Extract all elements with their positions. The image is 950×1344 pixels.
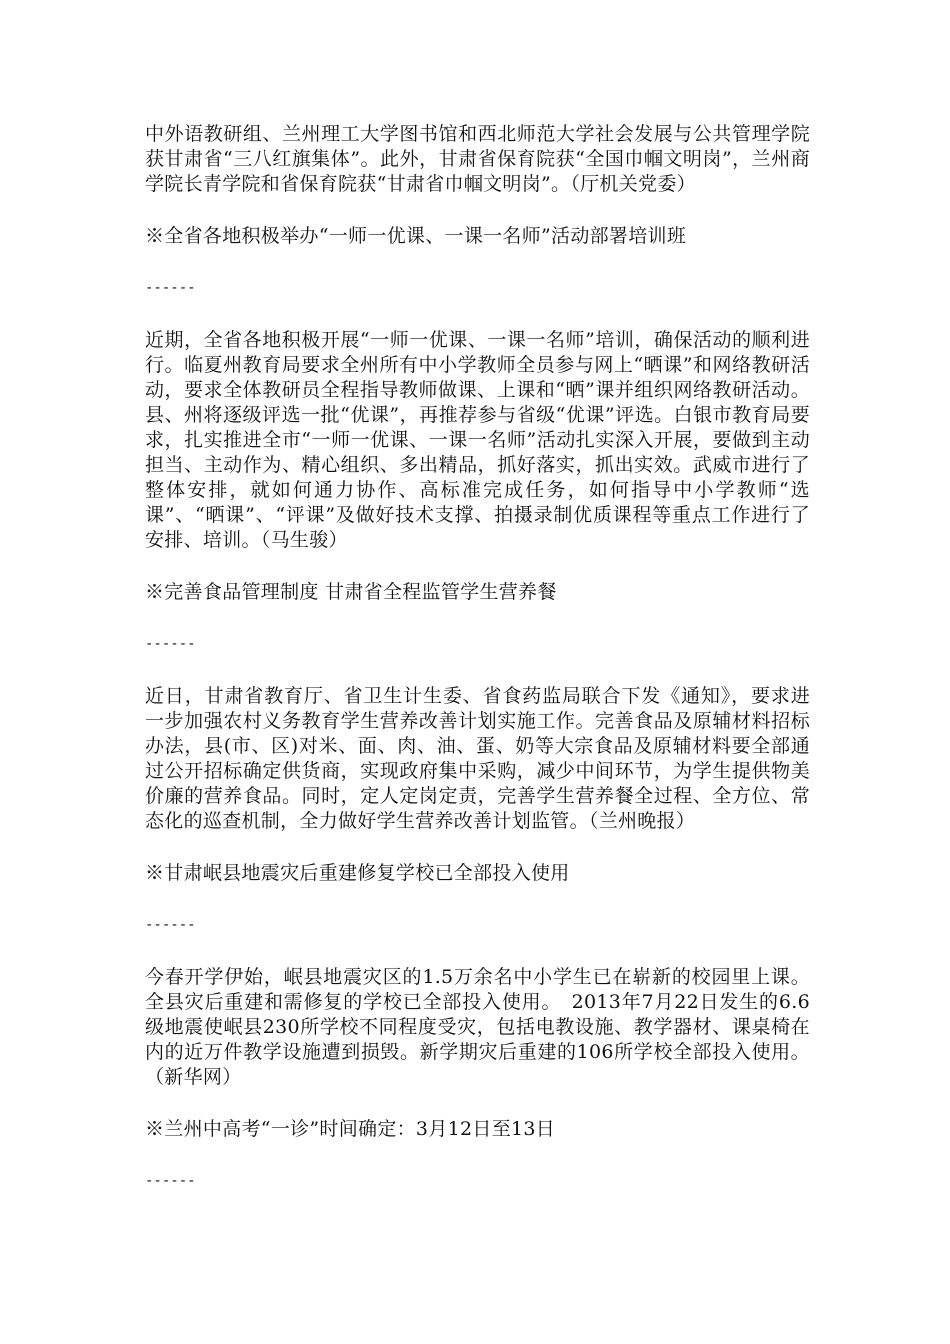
heading-earthquake-schools: ※甘肃岷县地震灾后重建修复学校已全部投入使用 (145, 862, 570, 884)
paragraph-nutrition-meals: 近日，甘肃省教育厅、省卫生计生委、省食药监局联合下发《通知》，要求进一步加强农村义务教育学生营养改善计划实施工作。完善食品及原辅材料招标办法，县(市、区)对米、面、肉、油、蛋、奶等大宗食品及原辅材料要全部通过公开招标确定供货商，实现政府集中采购，减少中间环节，为学生提供物美价廉的营养食品。同时，定人定岗定责，完善学生营养餐全过程、全方位、常态化的巡查机制，全力做好学生营养改善计划监管。（兰州晚报） (145, 685, 810, 832)
divider: ------ (145, 1173, 196, 1189)
heading-nutrition-meals: ※完善食品管理制度 甘肃省全程监管学生营养餐 (145, 581, 557, 603)
divider: ------ (145, 280, 196, 296)
heading-exam-dates: ※兰州中高考“一诊”时间确定：3月12日至13日 (145, 1118, 556, 1140)
document-page (145, 122, 810, 1221)
divider: ------ (145, 917, 196, 933)
heading-teacher-training: ※全省各地积极举办“一师一优课、一课一名师”活动部署培训班 (145, 225, 687, 247)
paragraph-teacher-training: 近期，全省各地积极开展“一师一优课、一课一名师”培训，确保活动的顺利进行。临夏州教育局要求全州所有中小学教师全员参与网上“晒课”和网络教研活动，要求全体教研员全程指导教师做课、上课和“晒”课并组织网络教研活动。县、州将逐级评选一批“优课”，再推荐参与省级“优课”评选。白银市教育局要求，扎实推进全市“一师一优课、一课一名师”活动扎实深入开展，要做到主动担当、主动作为、精心组织、多出精品，抓好落实，抓出实效。武威市进行了整体安排，就如何通力协作、高标准完成任务，如何指导中小学教师“选课”、“晒课”、“评课”及做好技术支撑、拍摄录制优质课程等重点工作进行了安排、培训。（马生骏） (145, 329, 810, 551)
divider: ------ (145, 636, 196, 652)
paragraph-honors: 中外语教研组、兰州理工大学图书馆和西北师范大学社会发展与公共管理学院获甘肃省“三八红旗集体”。此外，甘肃省保育院获“全国巾帼文明岗”，兰州商学院长青学院和省保育院获“甘肃省巾帼文明岗”。（厅机关党委） (145, 123, 810, 195)
paragraph-earthquake-schools: 今春开学伊始，岷县地震灾区的1.5万余名中小学生已在崭新的校园里上课。全县灾后重建和需修复的学校已全部投入使用。 2013年7月22日发生的6.6级地震使岷县230所学校不同程度受灾，包括电教设施、教学器材、课桌椅在内的近万件教学设施遭到损毁。新学期灾后重建的106所学校全部投入使用。（新华网） (145, 966, 810, 1088)
